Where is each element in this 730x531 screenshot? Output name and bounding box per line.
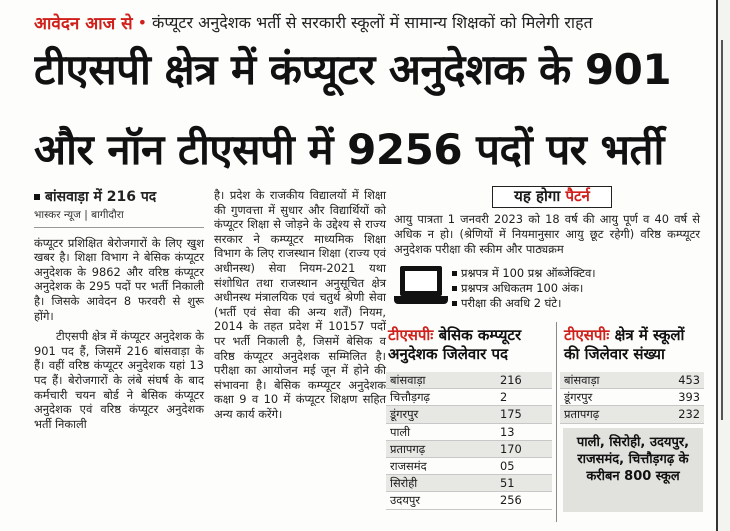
- page-edge: [716, 0, 730, 531]
- count-cell: 232: [678, 407, 700, 422]
- list-item: परीक्षा की अवधि 2 घंटे।: [452, 296, 702, 311]
- district-schools-table: [560, 372, 704, 424]
- district-posts-table: [386, 372, 552, 510]
- table-row: [386, 406, 552, 423]
- laptop-icon: [394, 262, 448, 310]
- pattern-title-prefix: यह होगा: [514, 187, 566, 205]
- table-row: [386, 372, 552, 389]
- district-cell: चित्तौड़गढ़: [390, 390, 430, 405]
- district-cell: प्रतापगढ़: [390, 441, 426, 456]
- posts-cell: 175: [500, 407, 522, 422]
- posts-cell: 51: [500, 476, 515, 491]
- pattern-title-emphasis: पैटर्न: [565, 187, 590, 205]
- headline-line-2: और नॉन टीएसपी में 9256 पदों पर भर्ती: [34, 125, 664, 174]
- table1-heading-tag: टीएसपीः: [388, 326, 434, 344]
- posts-cell: 05: [500, 458, 515, 473]
- list-item: प्रश्नपत्र में 100 प्रश्न ऑब्जेक्टिव।: [452, 266, 702, 281]
- kicker-text: कंप्यूटर अनुदेशक भर्ती से सरकारी स्कूलों में सामान्य शिक्षकों को मिलेगी राहत: [152, 13, 593, 32]
- district-cell: पाली: [390, 424, 411, 439]
- district-cell: बांसवाड़ा: [390, 373, 426, 387]
- table-row: [386, 492, 552, 509]
- table2-heading-text: क्षेत्र में स्कूलों की जिलेवार संख्या: [564, 326, 685, 363]
- paragraph: है। प्रदेश के राजकीय विद्यालयों में शिक्षा की गुणवत्ता में सुधार और विद्यार्थियों को कंप्यूटर शिक्षा से जोड़ने के उद्देश्य से राज्य सरकार ने कम्प्यूटर माध्यमिक शिक्षा विभाग के लिए राजस्थान शिक्षा (राज्य एवं अधीनस्थ) सेवा नियम-2021 यथा संशोधित तथा राजस्थान अनुसूचित क्षेत्र अधीनस्थ मंत्रालयिक एवं चतुर्थ श्रेणी सेवा (भर्ती एवं सेवा की अन्य शर्तें) नियम, 2014 के तहत प्रदेश में 10157 पदों पर भर्ती निकाली है, जिसमें बेसिक व वरिष्ठ कंप्यूटर अनुदेशक सम्मिलित है। परीक्षा का आयोजन मई जून में होने की संभावना है। बेसिक कम्प्यूटर अनुदेशक कक्षा 9 व 10 में कंप्यूटर शिक्षण सहित अन्य कार्य करेंगे।: [214, 188, 386, 421]
- headline-line-1: टीएसपी क्षेत्र में कंप्यूटर अनुदेशक के 901: [34, 45, 672, 94]
- table-row: [560, 372, 704, 389]
- schools-note-box: पाली, सिरोही, उदयपुर, राजसमंद, चित्तौड़गढ़ के करीबन 800 स्कूल: [563, 428, 703, 512]
- posts-cell: 2: [500, 390, 508, 405]
- posts-cell: 256: [500, 493, 522, 508]
- dateline: [34, 188, 204, 206]
- district-cell: सिरोही: [390, 476, 418, 491]
- posts-cell: 13: [500, 424, 515, 439]
- square-bullet-icon: [34, 194, 40, 200]
- table-row: [386, 424, 552, 441]
- kicker-label: आवेदन आज से: [34, 13, 133, 34]
- district-cell: राजसमंद: [390, 458, 427, 473]
- table1-heading: [388, 326, 556, 364]
- district-cell: डूंगरपुर: [564, 390, 593, 405]
- byline: भास्कर न्यूज | बागीदौरा: [34, 208, 204, 228]
- column-divider: [556, 322, 557, 522]
- paragraph: कंप्यूटर प्रशिक्षित बेरोजगारों के लिए खुश खबर है। शिक्षा विभाग ने बेसिक कंप्यूटर अनुदेशक के 9862 और वरिष्ठ कंप्यूटर अनुदेशक के 295 पदों पर भर्ती निकाली है। जिसके आवेदन 8 फरवरी से शुरू होंगे।: [34, 235, 204, 323]
- article-column-2: [214, 188, 386, 428]
- table-row: [386, 441, 552, 458]
- posts-cell: 216: [500, 373, 522, 387]
- kicker: [34, 8, 704, 36]
- table1-heading-text: बेसिक कम्प्यूटर अनुदेशक जिलेवार पद: [388, 326, 522, 363]
- dateline-text: बांसवाड़ा में 216 पद: [45, 189, 157, 205]
- table2-heading: [564, 326, 704, 364]
- pattern-title: [492, 186, 612, 208]
- exam-pattern-list: [452, 266, 702, 310]
- table-row: [386, 475, 552, 492]
- count-cell: 453: [678, 373, 700, 387]
- list-item: प्रश्नपत्र अधिकतम 100 अंक।: [452, 281, 702, 296]
- district-cell: बांसवाड़ा: [564, 373, 600, 387]
- table-row: [386, 458, 552, 475]
- bullet-dot-icon: •: [137, 12, 148, 32]
- table-row: [560, 389, 704, 406]
- table-row: [386, 389, 552, 406]
- district-cell: प्रतापगढ़: [564, 407, 600, 422]
- district-cell: उदयपुर: [390, 493, 421, 508]
- paragraph: टीएसपी क्षेत्र में कंप्यूटर अनुदेशक के 901 पद हैं, जिसमें 216 बांसवाड़ा के हैं। वहीं वरिष्ठ कंप्यूटर अनुदेशक यहां 13 पद हैं। बेरोजगारों के लंबे संघर्ष के बाद कर्मचारी चयन बोर्ड ने बेसिक कंप्यूटर अनुदेशक एवं वरिष्ठ कंप्यूटर अनुदेशक भर्ती निकाली: [34, 329, 204, 431]
- article-column-1: [34, 188, 204, 437]
- table-row: [560, 406, 704, 423]
- posts-cell: 170: [500, 441, 522, 456]
- count-cell: 393: [678, 390, 700, 405]
- district-cell: डूंगरपुर: [390, 407, 419, 422]
- table2-heading-tag: टीएसपीः: [564, 326, 610, 344]
- pattern-text: आयु पात्रता 1 जनवरी 2023 को 18 वर्ष की आयु पूर्ण व 40 वर्ष से अधिक न हो। (श्रेणियों में नियमानुसार आयु छूट रहेगी) वरिष्ठ कम्प्यूटर अनुदेशक परीक्षा की स्कीम और पाठ्यक्रम: [394, 212, 700, 256]
